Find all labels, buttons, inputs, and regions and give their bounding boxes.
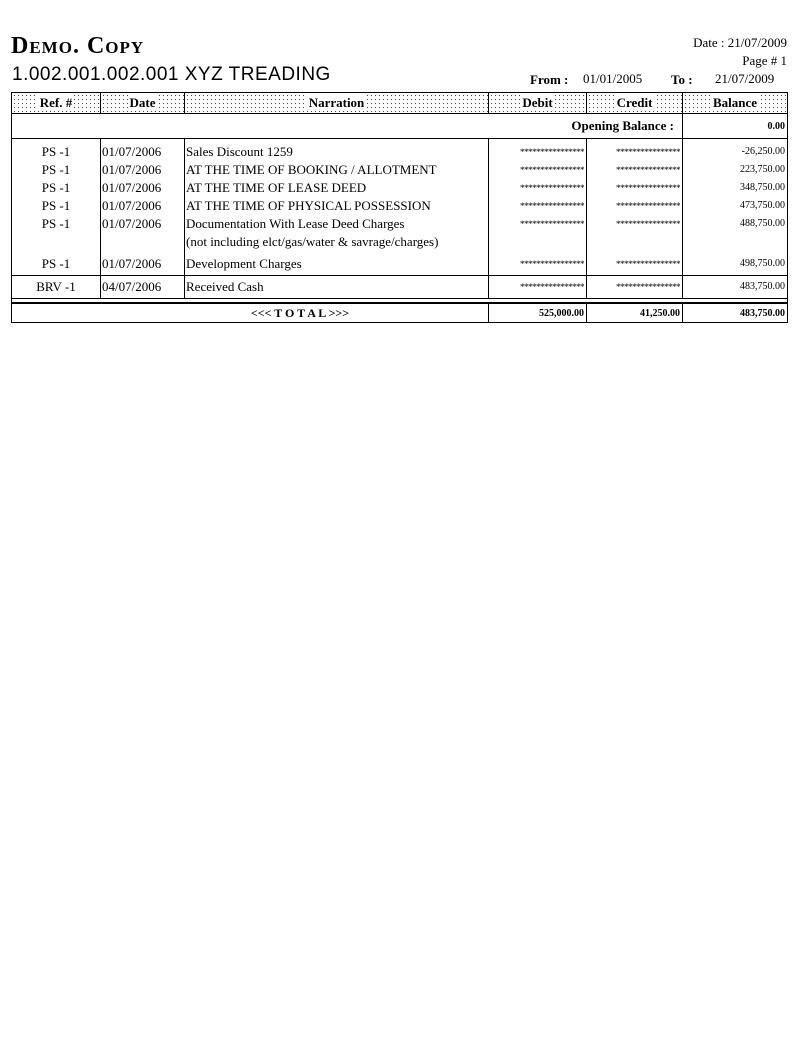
credit-cell: **************** — [587, 161, 683, 179]
ledger-table — [11, 92, 788, 323]
col-header-narration: Narration — [185, 93, 489, 114]
narration-cell: Received Cash — [185, 276, 489, 299]
total-debit: 525,000.00 — [489, 303, 587, 323]
debit-cell: **************** — [489, 197, 587, 215]
balance-cell: 498,750.00 — [683, 255, 788, 276]
date-cell: 01/07/2006 — [101, 179, 185, 197]
to-label: To : — [671, 72, 693, 87]
narration-cell: AT THE TIME OF PHYSICAL POSSESSION — [185, 197, 489, 215]
ref-cell: BRV -1 — [12, 276, 101, 299]
col-header-balance: Balance — [683, 93, 788, 114]
col-header-debit: Debit — [489, 93, 587, 114]
from-date: 01/01/2005 — [583, 71, 643, 86]
table-header-row — [12, 93, 788, 114]
opening-balance-value: 0.00 — [683, 114, 788, 139]
total-credit: 41,250.00 — [587, 303, 683, 323]
report-title: Demo. Copy — [11, 33, 145, 59]
date-cell: 04/07/2006 — [101, 276, 185, 299]
report-date: Date : 21/07/2009 — [693, 35, 787, 50]
account-heading: 1.002.001.002.001 XYZ TREADING — [12, 64, 331, 85]
balance-cell: 473,750.00 — [683, 197, 788, 215]
debit-cell: **************** — [489, 139, 587, 162]
debit-cell: **************** — [489, 255, 587, 276]
credit-cell: **************** — [587, 197, 683, 215]
debit-cell: **************** — [489, 276, 587, 299]
debit-cell: **************** — [489, 161, 587, 179]
date-cell: 01/07/2006 — [101, 139, 185, 162]
balance-cell: -26,250.00 — [683, 139, 788, 162]
ref-cell: PS -1 — [12, 179, 101, 197]
from-label: From : — [530, 72, 569, 87]
narration-line: Documentation With Lease Deed Charges — [186, 216, 405, 231]
col-header-ref: Ref. # — [12, 93, 101, 114]
table-row — [12, 139, 788, 162]
narration-cell: AT THE TIME OF BOOKING / ALLOTMENT — [185, 161, 489, 179]
ref-cell: PS -1 — [12, 139, 101, 162]
col-header-credit: Credit — [587, 93, 683, 114]
table-row — [12, 276, 788, 299]
total-row — [12, 303, 788, 323]
credit-cell: **************** — [587, 276, 683, 299]
opening-balance-row — [12, 114, 788, 139]
balance-cell: 348,750.00 — [683, 179, 788, 197]
credit-cell: **************** — [587, 139, 683, 162]
date-cell: 01/07/2006 — [101, 255, 185, 276]
narration-cell — [185, 215, 489, 255]
credit-cell: **************** — [587, 179, 683, 197]
opening-balance-label: Opening Balance : — [12, 114, 683, 139]
credit-cell: **************** — [587, 255, 683, 276]
ref-cell: PS -1 — [12, 215, 101, 255]
table-row — [12, 161, 788, 179]
date-cell: 01/07/2006 — [101, 161, 185, 179]
col-header-date: Date — [101, 93, 185, 114]
ref-cell: PS -1 — [12, 161, 101, 179]
date-cell: 01/07/2006 — [101, 197, 185, 215]
total-balance: 483,750.00 — [683, 303, 788, 323]
table-row — [12, 215, 788, 255]
table-row — [12, 179, 788, 197]
narration-cell: Development Charges — [185, 255, 489, 276]
total-label: <<< T O T A L >>> — [12, 303, 489, 323]
narration-subline: (not including elct/gas/water & savrage/charges) — [186, 234, 439, 249]
to-date: 21/07/2009 — [715, 71, 775, 86]
narration-cell: AT THE TIME OF LEASE DEED — [185, 179, 489, 197]
balance-cell: 488,750.00 — [683, 215, 788, 255]
balance-cell: 223,750.00 — [683, 161, 788, 179]
credit-cell: **************** — [587, 215, 683, 255]
page-number: Page # 1 — [742, 53, 787, 68]
narration-cell: Sales Discount 1259 — [185, 139, 489, 162]
table-row — [12, 255, 788, 276]
ref-cell: PS -1 — [12, 255, 101, 276]
table-row — [12, 197, 788, 215]
balance-cell: 483,750.00 — [683, 276, 788, 299]
date-cell: 01/07/2006 — [101, 215, 185, 255]
ref-cell: PS -1 — [12, 197, 101, 215]
debit-cell: **************** — [489, 179, 587, 197]
debit-cell: **************** — [489, 215, 587, 255]
